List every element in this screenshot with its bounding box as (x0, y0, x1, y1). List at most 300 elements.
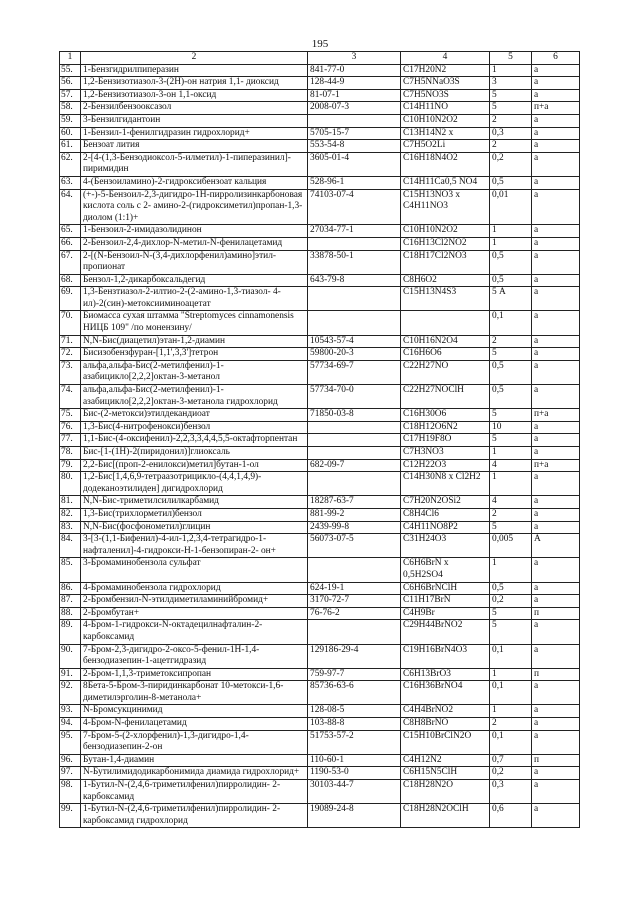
formula: C4H12N2 (401, 754, 490, 767)
row-number: 62. (60, 152, 81, 176)
substance-name: 1,2-Бис[1,4,6,9-тетраазотрицикло-(4,4,1,4,9)-додеканоэтилиден] дигидрохлорид (81, 472, 308, 496)
row-number: 70. (60, 311, 81, 335)
hazard-class: а (532, 508, 580, 521)
substance-name: альфа,альфа-Бис(2-метилфенил)-1-азабицикло[2,2,2]октан-3-метанол (81, 360, 308, 384)
table-row (60, 754, 580, 767)
formula: C6H6BrNClH (401, 582, 490, 595)
value: 1 (490, 237, 532, 250)
value: 2 (490, 140, 532, 153)
table-row (60, 521, 580, 534)
substance-name: Бутан-1,4-диамин (81, 754, 308, 767)
table-row (60, 644, 580, 668)
substance-name: 4-Бром-1-гидрокси-N-октадецилнафталин-2-карбоксамид (81, 620, 308, 644)
hazard-class: а (532, 595, 580, 608)
hazard-class: а (532, 140, 580, 153)
cas-number: 74103-07-4 (308, 189, 401, 225)
formula: C6H6BrN x 0,5H2SO4 (401, 558, 490, 582)
substance-name: 1-Бензгидрилпиперазин (81, 64, 308, 77)
substance-name: N,N-Бис(фосфонометил)глицин (81, 521, 308, 534)
value: 2 (490, 718, 532, 731)
cas-number: 128-44-9 (308, 77, 401, 90)
hazard-class: а (532, 335, 580, 348)
table-row (60, 89, 580, 102)
formula: C12H22O3 (401, 459, 490, 472)
cas-number (308, 237, 401, 250)
table-row (60, 237, 580, 250)
substance-name: 4-Бромаминобензола гидрохлорид (81, 582, 308, 595)
formula: C31H24O3 (401, 534, 490, 558)
value: 0,005 (490, 534, 532, 558)
cas-number: 85736-63-6 (308, 681, 401, 705)
formula: C22H27NO (401, 360, 490, 384)
value: 10 (490, 421, 532, 434)
cas-number (308, 447, 401, 460)
table-row (60, 274, 580, 287)
hazard-class: а (532, 472, 580, 496)
formula: C14H11NO (401, 102, 490, 115)
row-number: 81. (60, 496, 81, 509)
table-row (60, 595, 580, 608)
formula: C22H27NOClH (401, 385, 490, 409)
formula: C14H11Ca0,5 NO4 (401, 176, 490, 189)
table-row (60, 718, 580, 731)
value: 0,7 (490, 754, 532, 767)
hazard-class: а (532, 89, 580, 102)
substances-table (59, 51, 580, 828)
table-row (60, 582, 580, 595)
value: 0,1 (490, 681, 532, 705)
row-number: 74. (60, 385, 81, 409)
cas-number: 81-07-1 (308, 89, 401, 102)
formula: C8H4Cl6 (401, 508, 490, 521)
formula: C18H28N2O (401, 780, 490, 804)
hazard-class: а (532, 620, 580, 644)
value: 0,5 (490, 360, 532, 384)
cas-number: 3605-01-4 (308, 152, 401, 176)
substance-name: (+-)-5-Бензоил-2,3-дигидро-1Н-пирролизинкарбоновая кислота соль с 2- амино-2-(гидроксиметил)пропан-1,3-диолом (1:1)+ (81, 189, 308, 225)
cas-number: 76-76-2 (308, 607, 401, 620)
formula: C15H13NO3 x C4H11NO3 (401, 189, 490, 225)
value: 1 (490, 472, 532, 496)
cas-number (308, 114, 401, 127)
value: 5 (490, 348, 532, 361)
table-row (60, 140, 580, 153)
table-row (60, 620, 580, 644)
formula: C29H44BrNO2 (401, 620, 490, 644)
value: 0,5 (490, 274, 532, 287)
substance-name: 2-Бромбутан+ (81, 607, 308, 620)
formula: C6H13BrO3 (401, 668, 490, 681)
formula: C8H6O2 (401, 274, 490, 287)
hazard-class: а (532, 705, 580, 718)
row-number: 82. (60, 508, 81, 521)
table-row (60, 385, 580, 409)
value: 0,3 (490, 780, 532, 804)
row-number: 99. (60, 804, 81, 828)
substance-name: 4-Бром-N-фенилацетамид (81, 718, 308, 731)
cas-number: 30103-44-7 (308, 780, 401, 804)
substance-name: Биомасса сухая штамма "Streptomyces cinnamonensis НИЦБ 109" /по монензину/ (81, 311, 308, 335)
substance-name: Бензол-1,2-дикарбоксальдегид (81, 274, 308, 287)
table-header-row (60, 52, 580, 65)
cas-number (308, 421, 401, 434)
formula: C15H13N4S3 (401, 287, 490, 311)
table-row (60, 447, 580, 460)
substance-name: 3-Бромаминобензола сульфат (81, 558, 308, 582)
formula: C17H20N2 (401, 64, 490, 77)
hazard-class: п+а (532, 409, 580, 422)
row-number: 96. (60, 754, 81, 767)
substance-name: 1-Бутил-N-(2,4,6-триметилфенил)пирролидин- 2-карбоксамид гидрохлорид (81, 804, 308, 828)
cas-number: 110-60-1 (308, 754, 401, 767)
table-row (60, 64, 580, 77)
formula: C8H8BrNO (401, 718, 490, 731)
cas-number: 881-99-2 (308, 508, 401, 521)
value: 0,1 (490, 311, 532, 335)
cas-number: 682-09-7 (308, 459, 401, 472)
substance-name: Бисизобензфуран-[1,1',3,3']тетрон (81, 348, 308, 361)
substance-name: 2-Бромбензил-N-этилдиметиламинийбромид+ (81, 595, 308, 608)
substance-name: N,N-Бис-триметилсилилкарбамид (81, 496, 308, 509)
formula: C7H5NO3S (401, 89, 490, 102)
table-row (60, 705, 580, 718)
row-number: 56. (60, 77, 81, 90)
row-number: 69. (60, 287, 81, 311)
row-number: 73. (60, 360, 81, 384)
value: 5 (490, 620, 532, 644)
table-row (60, 77, 580, 90)
hazard-class: а (532, 730, 580, 754)
hazard-class: а (532, 434, 580, 447)
row-number: 88. (60, 607, 81, 620)
cas-number (308, 311, 401, 335)
value: 0,6 (490, 804, 532, 828)
row-number: 77. (60, 434, 81, 447)
header-cell-4: 4 (401, 52, 490, 65)
row-number: 78. (60, 447, 81, 460)
formula: C15H10BrClN2O (401, 730, 490, 754)
hazard-class: а (532, 189, 580, 225)
table-row (60, 189, 580, 225)
substance-name: 1,2-Бензизотиазол-3-он 1,1-оксид (81, 89, 308, 102)
value: 1 (490, 447, 532, 460)
row-number: 86. (60, 582, 81, 595)
formula: C7H20N2OSi2 (401, 496, 490, 509)
row-number: 89. (60, 620, 81, 644)
table-row (60, 176, 580, 189)
table-row (60, 804, 580, 828)
hazard-class: а (532, 804, 580, 828)
cas-number: 759-97-7 (308, 668, 401, 681)
table-row (60, 152, 580, 176)
substance-name: 1-Бензоил-2-имидазолидинон (81, 225, 308, 238)
substance-name: 2,2-Бис[(проп-2-енилокси)метил]бутан-1-ол (81, 459, 308, 472)
cas-number: 18287-63-7 (308, 496, 401, 509)
value: 0,5 (490, 385, 532, 409)
table-row (60, 409, 580, 422)
value: 2 (490, 114, 532, 127)
value: 0,5 (490, 582, 532, 595)
formula: C7H5NNaO3S (401, 77, 490, 90)
row-number: 90. (60, 644, 81, 668)
row-number: 75. (60, 409, 81, 422)
hazard-class: а (532, 447, 580, 460)
row-number: 65. (60, 225, 81, 238)
cas-number: 2008-07-3 (308, 102, 401, 115)
hazard-class: п (532, 668, 580, 681)
table-row (60, 459, 580, 472)
row-number: 66. (60, 237, 81, 250)
hazard-class: а (532, 311, 580, 335)
hazard-class: а (532, 767, 580, 780)
row-number: 93. (60, 705, 81, 718)
table-row (60, 607, 580, 620)
formula: C17H19F8O (401, 434, 490, 447)
hazard-class: а (532, 521, 580, 534)
cas-number: 33878-50-1 (308, 250, 401, 274)
cas-number: 841-77-0 (308, 64, 401, 77)
substance-name: 1,3-Бензтиазол-2-илтио-2-(2-амино-1,3-тиазол- 4-ил)-2(син)-метоксииминоацетат (81, 287, 308, 311)
cas-number: 27034-77-1 (308, 225, 401, 238)
formula: C18H28N2OClH (401, 804, 490, 828)
hazard-class: а (532, 496, 580, 509)
value: 5 (490, 89, 532, 102)
table-row (60, 287, 580, 311)
hazard-class: п+а (532, 102, 580, 115)
formula: C16H13Cl2NO2 (401, 237, 490, 250)
substance-name: 1,1-Бис-(4-оксифенил)-2,2,3,3,4,4,5,5-октафторпентан (81, 434, 308, 447)
formula: C16H6O6 (401, 348, 490, 361)
substance-name: 3-[3-(1,1-Бифенил)-4-ил-1,2,3,4-тетрагидро-1-нафталенил]-4-гидрокси-Н-1-бензопиран-2- он+ (81, 534, 308, 558)
hazard-class: а (532, 558, 580, 582)
formula: C7H5O2Li (401, 140, 490, 153)
substance-name: 2-Бензоил-2,4-дихлор-N-метил-N-фенилацетамид (81, 237, 308, 250)
row-number: 98. (60, 780, 81, 804)
hazard-class: а (532, 385, 580, 409)
formula: C10H10N2O2 (401, 114, 490, 127)
value: 1 (490, 558, 532, 582)
table-row (60, 767, 580, 780)
formula: C6H15N5ClH (401, 767, 490, 780)
row-number: 71. (60, 335, 81, 348)
substance-name: 3-Бензилгидантоин (81, 114, 308, 127)
cas-number: 51753-57-2 (308, 730, 401, 754)
substance-name: 8Бета-5-Бром-3-пиридинкарбонат 10-метокси-1,6-диметилэрголин-8-метанола+ (81, 681, 308, 705)
hazard-class: а (532, 176, 580, 189)
substance-name: 7-Бром-2,3-дигидро-2-оксо-5-фенил-1Н-1,4-бензодиазепин-1-ацетгидразид (81, 644, 308, 668)
value: 0,1 (490, 644, 532, 668)
cas-number (308, 287, 401, 311)
hazard-class: а (532, 287, 580, 311)
cas-number: 624-19-1 (308, 582, 401, 595)
row-number: 83. (60, 521, 81, 534)
table-row (60, 780, 580, 804)
substance-name: альфа,альфа-Бис(2-метилфенил)-1-азабицикло[2,2,2]октан-3-метанола гидрохлорид (81, 385, 308, 409)
cas-number: 528-96-1 (308, 176, 401, 189)
value: 0,01 (490, 189, 532, 225)
substance-name: 1,2-Бензизотиазол-3-(2Н)-он натрия 1,1- диоксид (81, 77, 308, 90)
value: 1 (490, 705, 532, 718)
row-number: 91. (60, 668, 81, 681)
value: 0,5 (490, 250, 532, 274)
value: 0,1 (490, 730, 532, 754)
hazard-class: п (532, 607, 580, 620)
value: 4 (490, 459, 532, 472)
table-row (60, 730, 580, 754)
cas-number: 59800-20-3 (308, 348, 401, 361)
hazard-class: а (532, 780, 580, 804)
hazard-class: а (532, 77, 580, 90)
table-body (60, 52, 580, 828)
substance-name: Бис-[1-(1Н)-2(пиридонил)]глиоксаль (81, 447, 308, 460)
table-row (60, 681, 580, 705)
table-row (60, 127, 580, 140)
substance-name: 7-Бром-5-(2-хлорфенил)-1,3-дигидро-1,4-бензодиазепин-2-он (81, 730, 308, 754)
substance-name: 2-Бензилбензооксазол (81, 102, 308, 115)
value: 5 (490, 409, 532, 422)
header-cell-2: 2 (81, 52, 308, 65)
formula: C19H16BrN4O3 (401, 644, 490, 668)
value: 1 (490, 64, 532, 77)
table-row (60, 335, 580, 348)
cas-number: 3170-72-7 (308, 595, 401, 608)
row-number: 57. (60, 89, 81, 102)
cas-number: 643-79-8 (308, 274, 401, 287)
substance-name: 2-[4-(1,3-Бензодиоксол-5-илметил)-1-пиперазинил]-пиримидин (81, 152, 308, 176)
value: 2 (490, 508, 532, 521)
substance-name: N-Бутилимидодикарбонимида диамида гидрохлорид+ (81, 767, 308, 780)
page-number: 195 (311, 38, 329, 50)
substance-name: N-Бромсукцинимид (81, 705, 308, 718)
row-number: 76. (60, 421, 81, 434)
table-row (60, 668, 580, 681)
row-number: 94. (60, 718, 81, 731)
hazard-class: а (532, 225, 580, 238)
value: 4 (490, 496, 532, 509)
cas-number: 2439-99-8 (308, 521, 401, 534)
row-number: 58. (60, 102, 81, 115)
row-number: 92. (60, 681, 81, 705)
formula: C18H12O6N2 (401, 421, 490, 434)
table-row (60, 472, 580, 496)
cas-number: 71850-03-8 (308, 409, 401, 422)
hazard-class: а (532, 127, 580, 140)
formula: C4H11NO8P2 (401, 521, 490, 534)
cas-number (308, 472, 401, 496)
formula: C16H18N4O2 (401, 152, 490, 176)
substance-name: 1-Бутил-N-(2,4,6-триметилфенил)пирролидин- 2-карбоксамид (81, 780, 308, 804)
hazard-class: а (532, 681, 580, 705)
value: 3 (490, 77, 532, 90)
formula: C16H36BrNO4 (401, 681, 490, 705)
row-number: 72. (60, 348, 81, 361)
hazard-class: а (532, 250, 580, 274)
substance-name: Бензоат лития (81, 140, 308, 153)
table-row (60, 508, 580, 521)
hazard-class: а (532, 64, 580, 77)
formula: C4H4BrNO2 (401, 705, 490, 718)
hazard-class: а (532, 348, 580, 361)
row-number: 87. (60, 595, 81, 608)
value: 1 (490, 225, 532, 238)
table-row (60, 225, 580, 238)
substance-name: N,N-Бис(диацетил)этан-1,2-диамин (81, 335, 308, 348)
hazard-class: п (532, 754, 580, 767)
substance-name: 2-[(N-Бензоил-N-(3,4-дихлорфенил)амино]этил-пропионат (81, 250, 308, 274)
substance-name: 4-(Бензоиламино)-2-гидроксибензоат кальция (81, 176, 308, 189)
table-row (60, 102, 580, 115)
row-number: 95. (60, 730, 81, 754)
table-row (60, 348, 580, 361)
row-number: 61. (60, 140, 81, 153)
cas-number: 5705-15-7 (308, 127, 401, 140)
table-row (60, 114, 580, 127)
row-number: 64. (60, 189, 81, 225)
table-row (60, 558, 580, 582)
table-row (60, 434, 580, 447)
formula: C11H17BrN (401, 595, 490, 608)
formula (401, 311, 490, 335)
row-number: 84. (60, 534, 81, 558)
header-cell-6: 6 (532, 52, 580, 65)
hazard-class: а (532, 152, 580, 176)
row-number: 63. (60, 176, 81, 189)
row-number: 85. (60, 558, 81, 582)
table-row (60, 496, 580, 509)
value: 5 (490, 607, 532, 620)
header-cell-1: 1 (60, 52, 81, 65)
value: 0,3 (490, 127, 532, 140)
formula: C7H3NO3 (401, 447, 490, 460)
formula: C13H14N2 x (401, 127, 490, 140)
table-row (60, 421, 580, 434)
hazard-class: п+а (532, 459, 580, 472)
hazard-class: а (532, 582, 580, 595)
table-row (60, 250, 580, 274)
cas-number: 1190-53-0 (308, 767, 401, 780)
cas-number: 19089-24-8 (308, 804, 401, 828)
table-row (60, 311, 580, 335)
formula: C4H9Br (401, 607, 490, 620)
row-number: 67. (60, 250, 81, 274)
substance-name: 1,3-Бис(трихлорметил)бензол (81, 508, 308, 521)
substance-name: 1-Бензил-1-фенилгидразин гидрохлорид+ (81, 127, 308, 140)
cas-number (308, 620, 401, 644)
hazard-class: а (532, 718, 580, 731)
row-number: 59. (60, 114, 81, 127)
hazard-class: а (532, 644, 580, 668)
cas-number: 103-88-8 (308, 718, 401, 731)
value: 5 (490, 102, 532, 115)
value: 0,2 (490, 595, 532, 608)
row-number: 97. (60, 767, 81, 780)
hazard-class: А (532, 534, 580, 558)
header-cell-5: 5 (490, 52, 532, 65)
cas-number (308, 558, 401, 582)
cas-number: 57734-70-0 (308, 385, 401, 409)
table-row (60, 534, 580, 558)
row-number: 79. (60, 459, 81, 472)
hazard-class: а (532, 237, 580, 250)
cas-number: 553-54-8 (308, 140, 401, 153)
value: 5 А (490, 287, 532, 311)
value: 5 (490, 434, 532, 447)
value: 5 (490, 521, 532, 534)
value: 1 (490, 668, 532, 681)
formula: C10H10N2O2 (401, 225, 490, 238)
hazard-class: а (532, 360, 580, 384)
hazard-class: а (532, 274, 580, 287)
